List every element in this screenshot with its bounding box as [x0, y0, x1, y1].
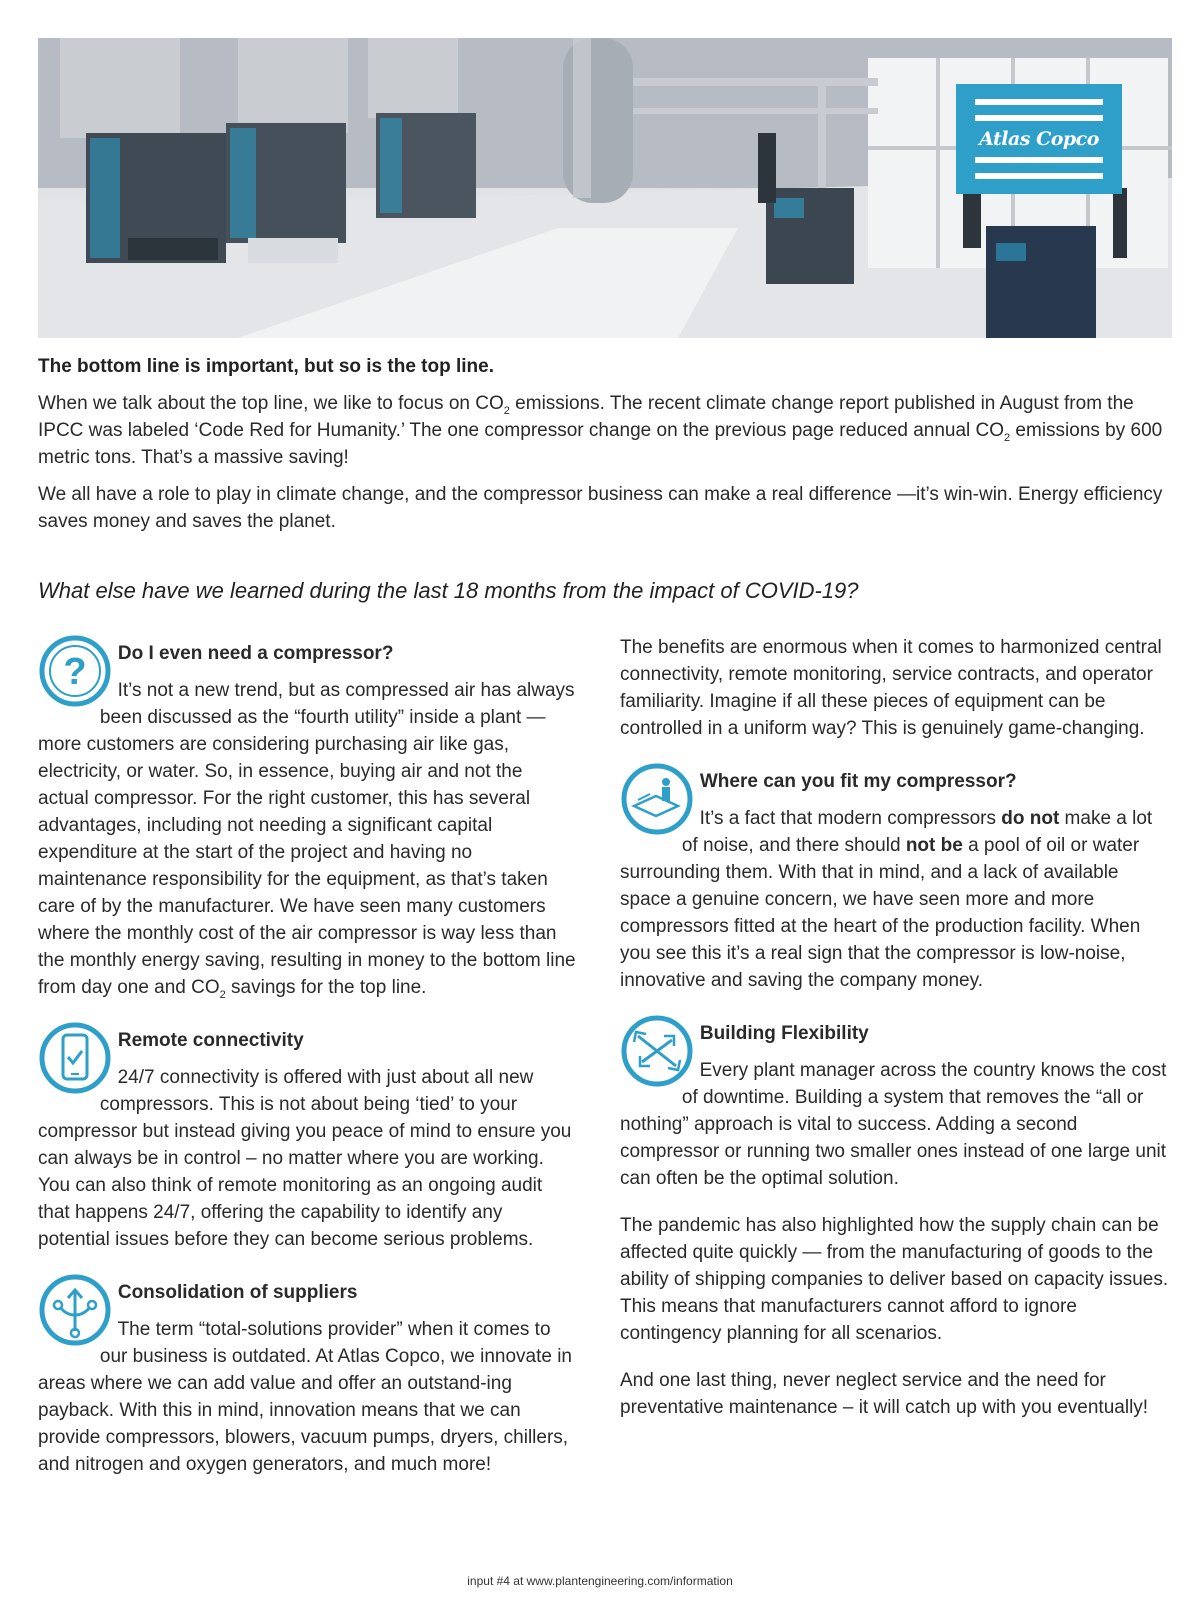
- intro-text: [38, 390, 1168, 545]
- right-column: [620, 634, 1170, 1441]
- section-body: [620, 805, 1170, 994]
- section-title: Where can you fit my compressor?: [699, 771, 1017, 792]
- section-title: Consolidation of suppliers: [117, 1282, 358, 1303]
- fit-body-part-b: make a lot of noise, and there should: [681, 808, 1153, 856]
- section-title: Building Flexibility: [699, 1023, 869, 1044]
- logo-wordmark: Atlas Copco: [979, 128, 1099, 150]
- fit-bold-do-not: do not: [1001, 808, 1060, 829]
- pandemic-paragraph: The pandemic has also highlighted how the supply chain can be affected quite quickly — from the manufacturing of goods to the ability of shipping companies to deliver based on capacity issues. This means that manufacturers cannot afford to ignore contingency planning for all scenarios.: [620, 1215, 1169, 1344]
- section-title: Do I even need a compressor?: [117, 643, 394, 664]
- logo-bar-upper: [975, 115, 1103, 121]
- intro-paragraph-2: We all have a role to play in climate change, and the compressor business can make a real difference —it’s win-win. Energy efficiency saves money and saves the planet.: [38, 484, 1163, 532]
- section-body: The term “total-solutions provider” when it comes to our business is outdated. At Atlas Copco, we innovate in areas where we can add value and offer an outstand-ing payback. With this in mind, innovation means that we can provide compressors, blowers, vacuum pumps, dryers, chillers, and nitrogen and oxygen generators, and much more!: [38, 1319, 572, 1475]
- page-headline: The bottom line is important, but so is the top line.: [38, 356, 494, 377]
- service-paragraph: And one last thing, never neglect service and the need for preventative maintenance – it will catch up with you eventually!: [620, 1370, 1149, 1418]
- co2-subscript: 2: [219, 989, 226, 1001]
- branching-arrows-icon: [38, 1273, 112, 1347]
- section-remote-connectivity: [38, 1021, 578, 1253]
- fit-body-part-c: a pool of oil or water surrounding them. With that in mind, and a lack of available space a genuine concern, we have seen more and more compressors fitted at the heart of the production facility. When you see this it’s a real sign that the compressor is low-noise, innovative and saving the company money.: [620, 835, 1141, 991]
- logo-bar-top: [975, 99, 1103, 105]
- intro-p1-part-c: emissions by 600 metric tons. That’s a massive saving!: [38, 420, 1163, 468]
- co2-subscript: 2: [1004, 432, 1011, 444]
- logo-bar-lower: [975, 157, 1103, 163]
- question-mark-icon: [38, 634, 112, 708]
- section-building-flexibility: [620, 1014, 1170, 1192]
- fit-body-part-a: It’s a fact that modern compressors: [699, 808, 1002, 829]
- intro-paragraph-1: [38, 390, 1168, 471]
- co2-subscript: 2: [503, 405, 510, 417]
- section-consolidation: [38, 1273, 578, 1478]
- section-fit-compressor: [620, 762, 1170, 994]
- flexible-arrows-icon: [620, 1014, 694, 1088]
- fit-bold-not-be: not be: [905, 835, 963, 856]
- section-title: Remote connectivity: [117, 1030, 304, 1051]
- section-need-compressor: [38, 634, 578, 1001]
- atlas-copco-logo: [956, 84, 1122, 194]
- need-body-part-a: It’s not a new trend, but as compressed air has always been discussed as the “fourth utility” inside a plant — more customers are considering purchasing air like gas, electricity, or water. So, in essence, buying air and not the actual compressor. For the right customer, this has several advantages, including not needing a significant capital expenditure at the start of the project and having no maintenance responsibility for the equipment, as that’s taken care of by the manufacturer. We have seen many customers where the monthly cost of the air compressor is way less than the monthly energy saving, resulting in money to the bottom line from day one and CO: [38, 680, 576, 998]
- intro-p1-part-b: emissions. The recent climate change report published in August from the IPCC was labeled ‘Code Red for Humanity.’ The one compressor change on the previous page reduced annual CO: [38, 393, 1134, 441]
- logo-bar-bottom: [975, 173, 1103, 179]
- section-body: Every plant manager across the country knows the cost of downtime. Building a system that removes the “all or nothing” approach is vital to success. Adding a second compressor or running two smaller ones instead of one large unit can often be the optimal solution.: [620, 1060, 1167, 1189]
- left-column: [38, 634, 578, 1498]
- benefits-paragraph: The benefits are enormous when it comes to harmonized central connectivity, remote monitoring, service contracts, and operator familiarity. Imagine if all these pieces of equipment can be controlled in a uniform way? This is genuinely game-changing.: [620, 637, 1162, 739]
- section-body: 24/7 connectivity is offered with just about all new compressors. This is not about being ‘tied’ to your compressor but instead giving you peace of mind to ensure you can always be in control – no matter where you are working. You can also think of remote monitoring as an ongoing audit that happens 24/7, offering the capability to identify any potential issues before they can become serious problems.: [38, 1067, 572, 1250]
- smartphone-icon: [38, 1021, 112, 1095]
- need-body-part-b: savings for the top line.: [225, 977, 427, 998]
- intro-p1-part-a: When we talk about the top line, we like to focus on CO: [38, 393, 504, 414]
- page-footer: input #4 at www.plantengineering.com/information: [467, 1574, 733, 1588]
- section-question: What else have we learned during the last 18 months from the impact of COVID-19?: [38, 578, 859, 603]
- section-body: [38, 677, 578, 1001]
- svg-text:?: ?: [63, 651, 87, 693]
- floor-space-person-icon: [620, 762, 694, 836]
